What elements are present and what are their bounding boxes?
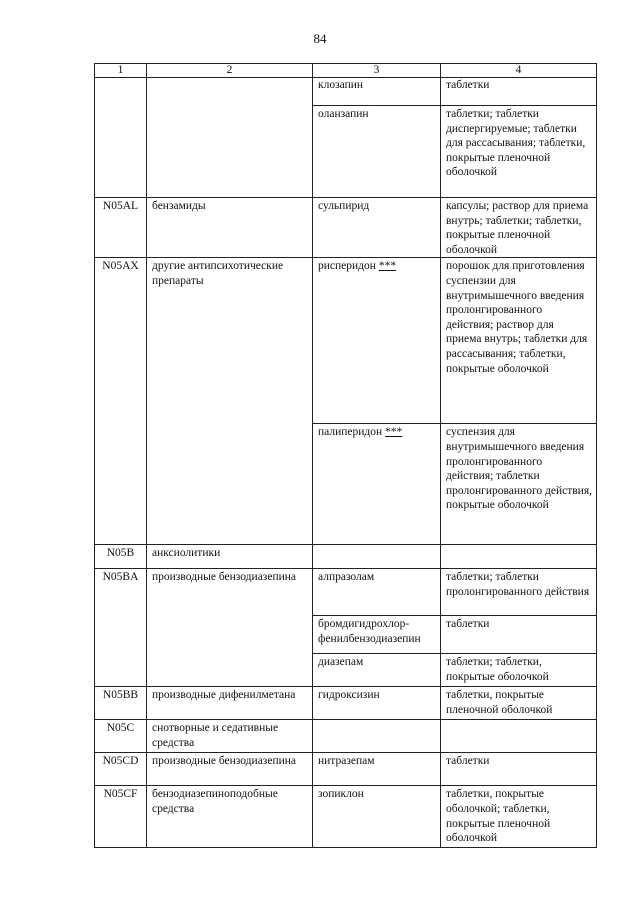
- table-row: [95, 569, 597, 616]
- dosage-forms-cell: [441, 720, 597, 753]
- table-row: [95, 786, 597, 848]
- page-number: 84: [313, 31, 327, 46]
- dosage-forms-cell: таблетки; таблетки, покрытые оболочкой: [441, 654, 597, 687]
- group-cell: снотворные и седативные средства: [147, 720, 313, 753]
- drug-name-cell: [313, 687, 441, 720]
- group-cell: бензамиды: [147, 198, 313, 258]
- dosage-forms-cell: таблетки: [441, 616, 597, 654]
- drug-name: нитразепам: [318, 755, 375, 768]
- group-cell: другие антипсихотические препараты: [147, 258, 313, 545]
- dosage-forms-cell: таблетки: [441, 78, 597, 106]
- dosage-forms-cell: таблетки, покрытые оболочкой; таблетки, покрытые пленочной оболочкой: [441, 786, 597, 848]
- atc-code-cell: N05AX: [95, 258, 147, 545]
- drug-name-cell: [313, 258, 441, 424]
- header-col-3: 3: [313, 64, 441, 78]
- group-cell: производные бензодиазепина: [147, 753, 313, 786]
- drug-name: рисперидон: [318, 260, 376, 273]
- dosage-forms-cell: суспензия для внутримышечного введения пролонгированного действия; таблетки пролонгированного действия, покрытые оболочкой: [441, 424, 597, 545]
- drug-name: бромдигидрохлор-фенилбензодиазепин: [318, 618, 421, 645]
- atc-code-cell: N05B: [95, 545, 147, 569]
- dosage-forms-cell: таблетки; таблетки диспергируемые; таблетки для рассасывания; таблетки, покрытые пленочной оболочкой: [441, 106, 597, 198]
- dosage-forms-cell: таблетки: [441, 753, 597, 786]
- drug-name: зопиклон: [318, 788, 364, 801]
- drug-name-cell: [313, 106, 441, 198]
- drug-name: палиперидон: [318, 426, 383, 439]
- drug-name-cell: [313, 753, 441, 786]
- dosage-forms-cell: таблетки; таблетки пролонгированного действия: [441, 569, 597, 616]
- drug-name-cell: [313, 78, 441, 106]
- drug-name-cell: [313, 545, 441, 569]
- table-row: [95, 78, 597, 106]
- table-row: [95, 258, 597, 424]
- dosage-forms-cell: порошок для приготовления суспензии для внутримышечного введения пролонгированного действия; раствор для приема внутрь; таблетки для рассасывания; таблетки, покрытые оболочкой: [441, 258, 597, 424]
- table-row: [95, 753, 597, 786]
- drug-name-cell: [313, 786, 441, 848]
- drug-name: оланзапин: [318, 108, 369, 120]
- dosage-forms-cell: [441, 545, 597, 569]
- atc-code-cell: N05CF: [95, 786, 147, 848]
- drug-name-cell: [313, 569, 441, 616]
- group-cell: анксиолитики: [147, 545, 313, 569]
- table-row: [95, 720, 597, 753]
- drug-name-cell: [313, 654, 441, 687]
- drug-name-cell: [313, 198, 441, 258]
- group-cell: [147, 78, 313, 198]
- atc-code-cell: N05CD: [95, 753, 147, 786]
- asterisk-mark: ***: [385, 426, 403, 439]
- table-row: [95, 687, 597, 720]
- asterisk-mark: ***: [378, 260, 397, 273]
- drug-name: диазепам: [318, 656, 364, 669]
- drug-name-cell: [313, 424, 441, 545]
- drug-name: сульпирид: [318, 200, 370, 212]
- atc-code-cell: [95, 78, 147, 198]
- drug-name: алпразолам: [318, 571, 375, 584]
- table-row: [95, 198, 597, 258]
- atc-code-cell: N05BB: [95, 687, 147, 720]
- atc-code-cell: N05AL: [95, 198, 147, 258]
- table-row: [95, 545, 597, 569]
- table-header-row: [95, 64, 597, 78]
- header-col-1: 1: [95, 64, 147, 78]
- drug-name: гидроксизин: [318, 689, 380, 702]
- atc-code-cell: N05C: [95, 720, 147, 753]
- group-cell: производные бензодиазепина: [147, 569, 313, 687]
- dosage-forms-cell: капсулы; раствор для приема внутрь; таблетки; таблетки, покрытые пленочной оболочкой: [441, 198, 597, 258]
- header-col-2: 2: [147, 64, 313, 78]
- dosage-forms-cell: таблетки, покрытые пленочной оболочкой: [441, 687, 597, 720]
- drug-name-cell: [313, 720, 441, 753]
- header-col-4: 4: [441, 64, 597, 78]
- drug-name-cell: [313, 616, 441, 654]
- drug-table: [94, 63, 597, 848]
- drug-name: клозапин: [318, 79, 364, 91]
- group-cell: производные дифенилметана: [147, 687, 313, 720]
- group-cell: бензодиазепиноподобные средства: [147, 786, 313, 848]
- atc-code-cell: N05BA: [95, 569, 147, 687]
